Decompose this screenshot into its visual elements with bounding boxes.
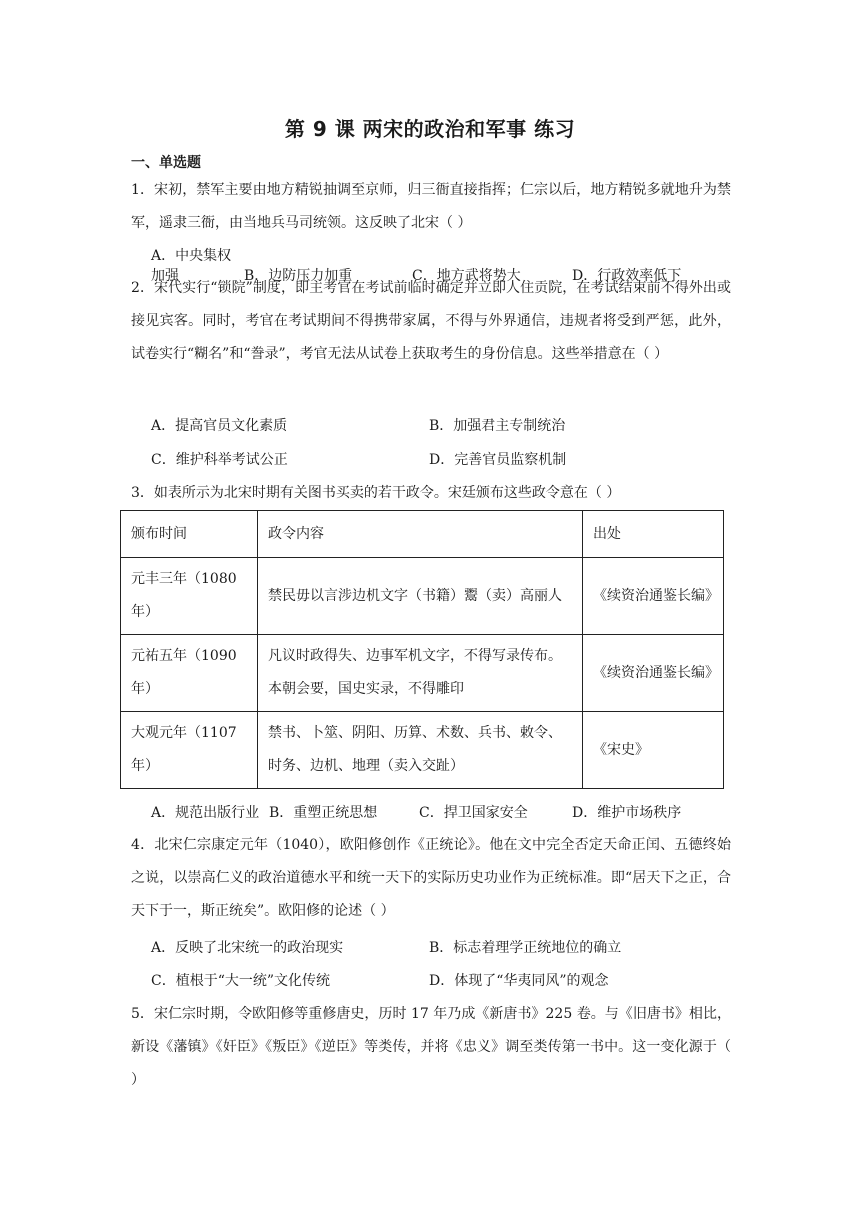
table-header-cell: 出处 bbox=[583, 511, 724, 558]
question-4-options-row1 bbox=[151, 938, 621, 958]
q1-option-d: D．行政效率低下 bbox=[572, 268, 682, 284]
table-header-cell: 颁布时间 bbox=[121, 511, 258, 558]
page-title: 第 9 课 两宋的政治和军事 练习 bbox=[284, 117, 576, 141]
q4-option-b: B．标志着理学正统地位的确立 bbox=[429, 940, 622, 956]
q4-option-c: C．植根于“大一统”文化传统 bbox=[151, 973, 331, 989]
q2-option-d: D．完善官员监察机制 bbox=[429, 452, 567, 468]
question-3-options bbox=[151, 803, 681, 823]
table-header-row bbox=[121, 511, 724, 558]
table-header-cell: 政令内容 bbox=[258, 511, 583, 558]
q3-option-d: D．维护市场秩序 bbox=[572, 805, 682, 821]
table-cell: 元丰三年（1080 年） bbox=[121, 558, 258, 635]
table-cell: 《宋史》 bbox=[583, 712, 724, 789]
q1-option-a: A．中央集权加强 bbox=[151, 248, 232, 284]
section-heading: 一、单选题 bbox=[131, 155, 201, 171]
q2-option-a: A．提高官员文化素质 bbox=[151, 418, 288, 434]
table-cell: 《续资治通鉴长编》 bbox=[583, 558, 724, 635]
q2-option-b: B．加强君主专制统治 bbox=[429, 418, 566, 434]
question-5-text: 5．宋仁宗时期，令欧阳修等重修唐史，历时 17 年乃成《新唐书》225 卷。与《旧唐书》相比，新设《藩镇》《奸臣》《叛臣》《逆臣》等类传，并将《忠义》调至类传第一书中。这一变化源于（ ） bbox=[131, 1006, 731, 1088]
q3-option-a: A．规范出版行业 bbox=[151, 805, 260, 821]
q3-option-b: B．重塑正统思想 bbox=[269, 805, 378, 821]
question-2-options-row2 bbox=[151, 450, 566, 470]
table-row bbox=[121, 712, 724, 789]
question-4-options-row2 bbox=[151, 971, 609, 991]
table-cell: 禁书、卜筮、阴阳、历算、术数、兵书、敕令、时务、边机、地理（卖入交趾） bbox=[258, 712, 583, 789]
table-cell: 凡议时政得失、边事军机文字，不得写录传布。本朝会要，国史实录，不得雕印 bbox=[258, 635, 583, 712]
question-4-text: 4．北宋仁宗康定元年（1040），欧阳修创作《正统论》。他在文中完全否定天命正闰、五德终始之说，以崇高仁义的政治道德水平和统一天下的实际历史功业作为正统标准。即“居天下之正，合天下于一，斯正统矣”。欧阳修的论述（ ） bbox=[131, 837, 731, 919]
q1-option-b: B．边防压力加重 bbox=[244, 268, 353, 284]
q4-option-a: A．反映了北宋统一的政治现实 bbox=[151, 940, 344, 956]
q4-option-d: D．体现了“华夷同风”的观念 bbox=[429, 973, 609, 989]
table-cell: 禁民毋以言涉边机文字（书籍）鬻（卖）高丽人 bbox=[258, 558, 583, 635]
question-2-options-row1 bbox=[151, 416, 565, 436]
q2-option-c: C．维护科举考试公正 bbox=[151, 452, 288, 468]
question-1-text: 1．宋初，禁军主要由地方精锐抽调至京师，归三衙直接指挥；仁宗以后，地方精锐多就地升为禁军，遥隶三衙，由当地兵马司统领。这反映了北宋（ ） bbox=[131, 182, 731, 231]
table-row bbox=[121, 635, 724, 712]
table-cell: 《续资治通鉴长编》 bbox=[583, 635, 724, 712]
question-2-text: 2．宋代实行“锁院”制度，即主考官在考试前临时确定并立即人住贡院，在考试结束前不得外出或接见宾客。同时，考官在考试期间不得携带家属，不得与外界通信，违规者将受到严惩，此外，试卷实行“糊名”和“誊录”，考官无法从试卷上获取考生的身份信息。这些举措意在（ ） bbox=[131, 280, 731, 362]
decree-table bbox=[120, 510, 724, 789]
table-row bbox=[121, 558, 724, 635]
question-3-text: 3．如表所示为北宋时期有关图书买卖的若干政令。宋廷颁布这些政令意在（ ） bbox=[131, 485, 621, 501]
q3-option-c: C．捍卫国家安全 bbox=[419, 805, 528, 821]
q1-option-c: C．地方武将势大 bbox=[412, 268, 521, 284]
table-cell: 大观元年（1107 年） bbox=[121, 712, 258, 789]
table-cell: 元祐五年（1090 年） bbox=[121, 635, 258, 712]
